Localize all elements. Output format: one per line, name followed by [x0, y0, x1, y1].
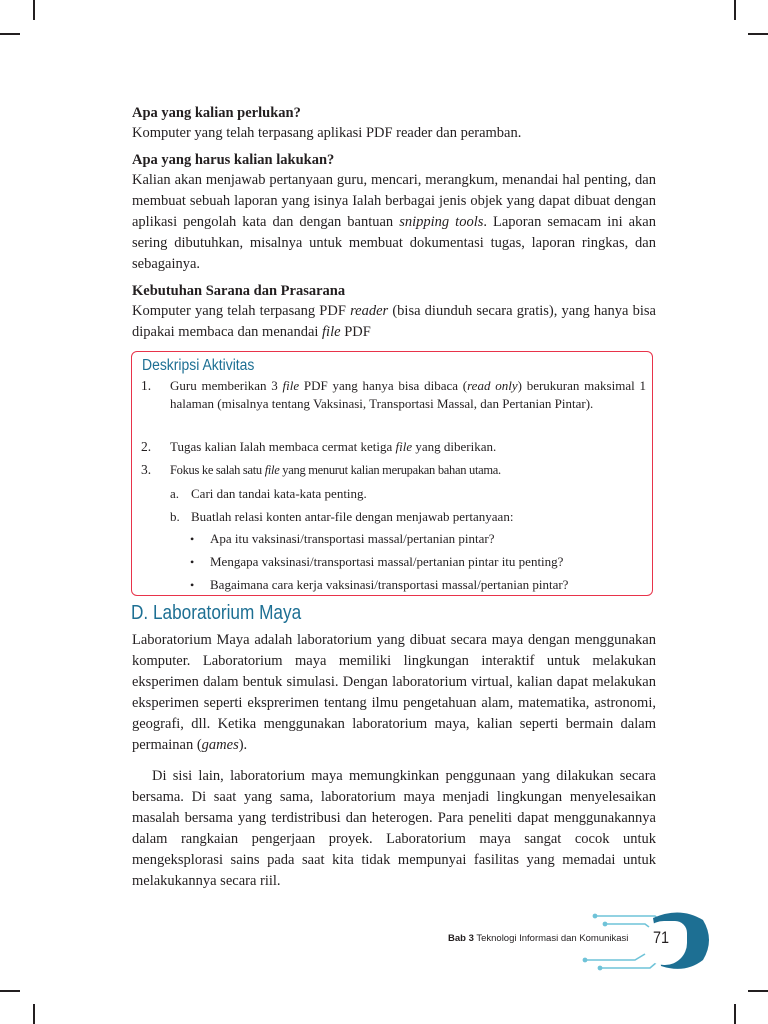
activity-title: Deskripsi Aktivitas [142, 357, 255, 374]
crop-mark-bottom-left-v [33, 1004, 35, 1024]
bullet: • [190, 555, 195, 569]
item-text: Fokus ke salah satu file yang menurut kalian merupakan bahan utama. [170, 463, 501, 477]
question-text: Mengapa vaksinasi/transportasi massal/pertanian pintar itu penting? [210, 554, 564, 569]
section-title: D. Laboratorium Maya [131, 602, 302, 624]
bullet: • [190, 532, 195, 546]
footer-chapter: Bab 3 Teknologi Informasi dan Komunikasi [448, 933, 629, 944]
crop-mark-top-left-v [33, 0, 35, 20]
sub-label: a. [170, 486, 180, 501]
heading-tasks: Apa yang harus kalian lakukan? [132, 152, 335, 168]
item-text: Guru memberikan 3 file PDF yang hanya bisa dibaca (read only) berukuran maksimal 1 halaman (misalnya tentang Vaksinasi, Transportasi Massal, dan Pertanian Pintar). [170, 378, 646, 411]
activity-box [131, 351, 653, 596]
sub-label: b. [170, 509, 180, 524]
crop-mark-bottom-right-v [734, 1004, 736, 1024]
crop-mark-top-right-v [734, 0, 736, 20]
item-number: 2. [141, 439, 152, 454]
section-paragraph-1: Laboratorium Maya adalah laboratorium yang dibuat secara maya dengan menggunakan komputer. Laboratorium maya memiliki lingkungan interaktif untuk melakukan eksperimen dalam bentuk simulasi. Dengan laboratorium virtual, kalian dapat melakukan eksperimen seperti eksprerimen tentang ilmu pengetahuan alam, matematika, astronomi, geografi, dll. Ketika menggunakan laboratorium maya, kalian seperti bermain dalam permainan (games). [132, 632, 656, 753]
section-paragraph-2: Di sisi lain, laboratorium maya memungkinkan penggunaan yang dilakukan secara bersama. Di saat yang sama, laboratorium maya menjadi lingkungan menyelesaikan masalah bersama yang terdistribusi dan heterogen. Para peneliti dapat menggunakannya dalam rangkaian pengerjaan proyek. Laboratorium maya sangat cocok untuk mengeksplorasi sains pada saat kita tidak mempunyai fasilitas yang memadai untuk melakukannya secara riil. [132, 768, 656, 889]
item-text: Tugas kalian Ialah membaca cermat ketiga file yang diberikan. [170, 439, 497, 454]
section-body [132, 630, 656, 892]
crop-mark-top-left-h [0, 33, 20, 35]
sub-text: Cari dan tandai kata-kata penting. [191, 486, 367, 501]
crop-mark-top-right-h [748, 33, 768, 35]
item-number: 1. [141, 378, 152, 393]
heading-facilities: Kebutuhan Sarana dan Prasarana [132, 283, 346, 299]
question-text: Bagaimana cara kerja vaksinasi/transportasi massal/pertanian pintar? [210, 577, 569, 592]
crop-mark-bottom-left-h [0, 990, 20, 992]
heading-needs: Apa yang kalian perlukan? [132, 105, 301, 121]
sub-text: Buatlah relasi konten antar-file dengan menjawab pertanyaan: [191, 509, 514, 524]
item-number: 3. [141, 462, 152, 477]
activity-item-1 [132, 377, 652, 433]
page-number: 71 [653, 928, 670, 947]
bullet: • [190, 578, 195, 592]
question-text: Apa itu vaksinasi/transportasi massal/pertanian pintar? [210, 531, 495, 546]
paragraph-tasks: Kalian akan menjawab pertanyaan guru, mencari, merangkum, menandai hal penting, dan membuat sebuah laporan yang isinya Ialah berbagai jenis objek yang dapat dibuat dengan aplikasi pengolah kata dan dengan bantuan snipping tools. Laporan semacam ini akan sering dibutuhkan, misalnya untuk membuat dokumentasi tugas, laporan ringkas, dan sebagainya. [132, 172, 656, 272]
intro-content [132, 103, 656, 343]
crop-mark-bottom-right-h [748, 990, 768, 992]
paragraph-facilities: Komputer yang telah terpasang PDF reader (bisa diunduh secara gratis), yang hanya bisa dipakai membaca dan menandai file PDF [132, 303, 656, 340]
paragraph-needs: Komputer yang telah terpasang aplikasi PDF reader dan peramban. [132, 125, 522, 141]
